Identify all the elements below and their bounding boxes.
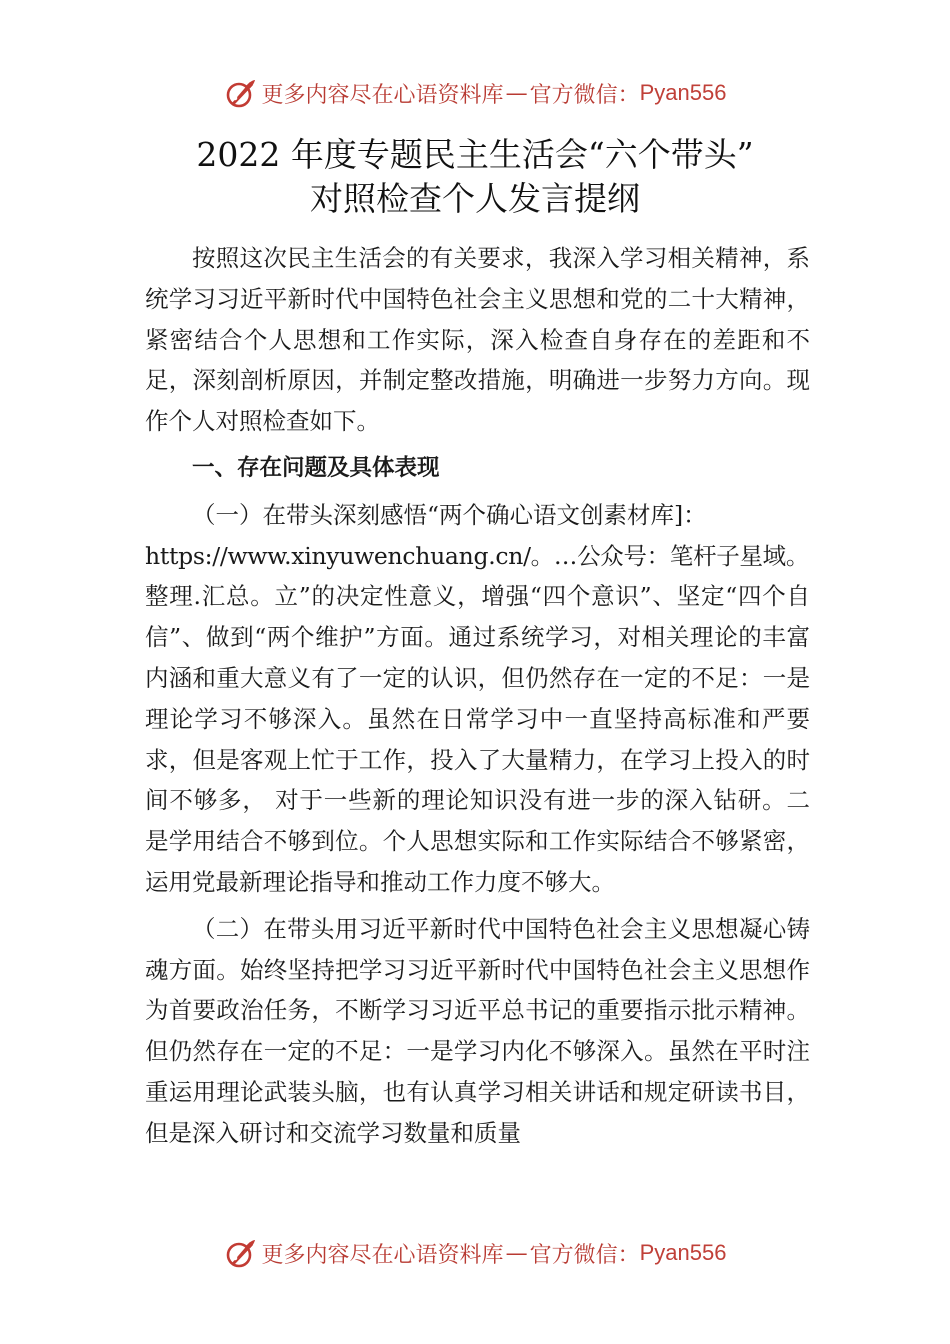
- banner-site-text: 更多内容尽在心语资料库: [261, 82, 504, 108]
- banner-wechat-id: Pyan556: [639, 80, 727, 105]
- document-body: [145, 238, 810, 1154]
- document-title: [0, 133, 950, 221]
- section-heading-1: 一、存在问题及具体表现: [192, 454, 440, 481]
- para1-body: 整理.汇总。立”的决定性意义，增强“四个意识”、坚定“四个自信”、做到“两个维护”方面。通过系统学习，对相关理论的丰富内涵和重大意义有了一定的认识，但仍然存在一定的不足：一是理论学习不够深入。虽然在日常学习中一直坚持高标准和严要求，但是客观上忙于工作，投入了大量精力，在学习上投入的时间不够多， 对于一些新的理论知识没有进一步的深入钻研。二是学用结合不够到位。个人思想实际和工作实际结合不够紧密，运用党最新理论指导和推动工作力度不够大。: [145, 582, 810, 896]
- banner-separator: —: [505, 1240, 528, 1266]
- banner-wechat-id: Pyan556: [639, 1240, 727, 1265]
- footer-watermark: [0, 1233, 950, 1273]
- quill-logo-icon: [224, 1236, 258, 1270]
- para1-line-1: （一）在带头深刻感悟“两个确心语文创素材库]：: [192, 500, 707, 529]
- banner-site-text: 更多内容尽在心语资料库: [261, 1242, 504, 1268]
- header-watermark: [0, 73, 950, 113]
- banner-wechat-label: 官方微信：: [529, 82, 640, 108]
- title-line-1: 2022 年度专题民主生活会“六个带头”: [196, 135, 754, 174]
- banner-separator: —: [505, 80, 528, 106]
- title-line-2: 对照检查个人发言提纲: [310, 179, 640, 218]
- para2-body: （二）在带头用习近平新时代中国特色社会主义思想凝心铸魂方面。始终坚持把学习习近平新时代中国特色社会主义思想作为首要政治任务，不断学习习近平总书记的重要指示批示精神。但仍然存在一定的不足：一是学习内化不够深入。虽然在平时注重运用理论武装头脑，也有认真学习相关讲话和规定研读书目，但是深入研讨和交流学习数量和质量: [145, 914, 810, 1147]
- banner-wechat-label: 官方微信：: [529, 1242, 640, 1268]
- para1-line-2: https://www.xinyuwenchuang.cn/。…公众号：笔杆子星域。: [145, 541, 810, 570]
- intro-paragraph: 按照这次民主生活会的有关要求，我深入学习相关精神，系统学习习近平新时代中国特色社会主义思想和党的二十大精神，紧密结合个人思想和工作实际，深入检查自身存在的差距和不足，深刻剖析原因，并制定整改措施，明确进一步努力方向。现作个人对照检查如下。: [145, 244, 810, 436]
- quill-logo-icon: [224, 76, 258, 110]
